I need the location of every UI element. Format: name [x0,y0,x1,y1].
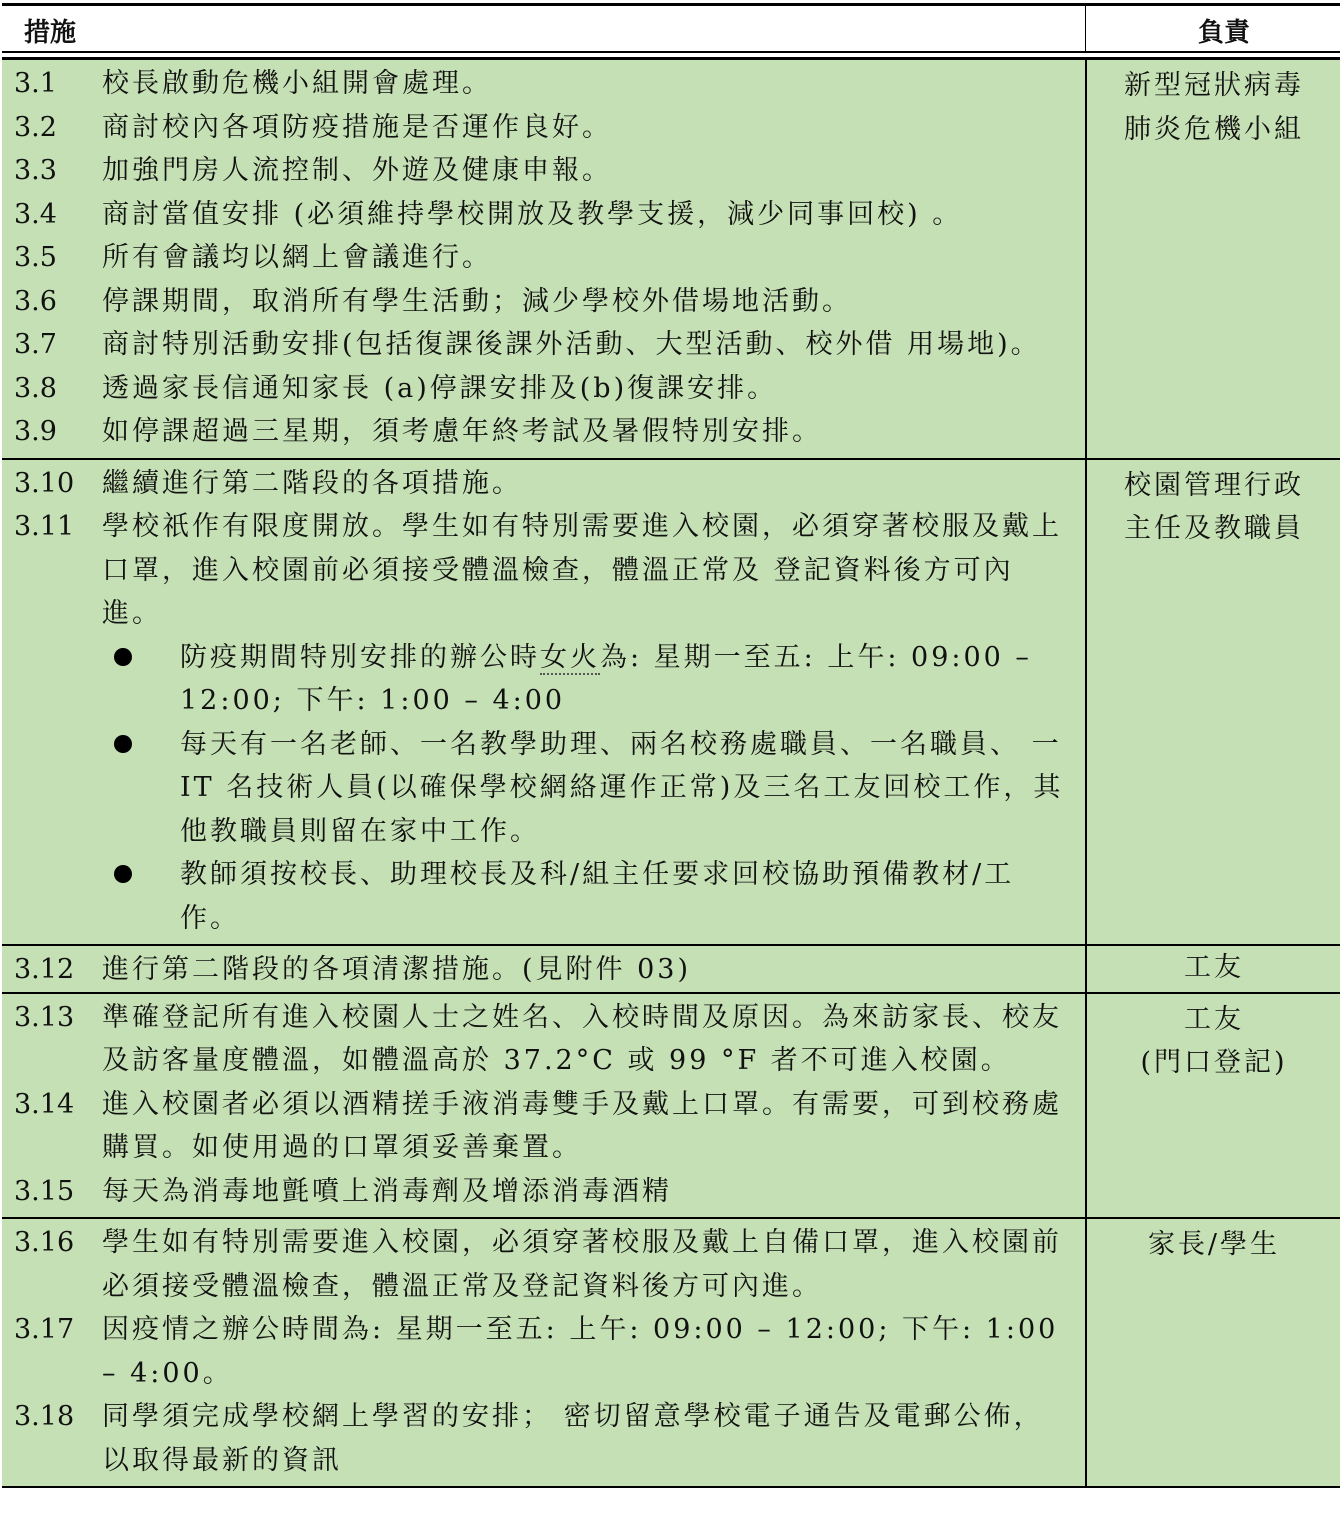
item-text: 同學須完成學校網上學習的安排； 密切留意學校電子通告及電郵公佈，以取得最新的資訊 [102,1401,1044,1476]
table-row [2,149,1072,193]
item-number: 3.9 [14,416,57,447]
item-text: 商討校內各項防疫措施是否運作良好。 [102,111,612,143]
table-row [2,1083,1072,1170]
measure-group-janitor-gate [2,994,1340,1220]
table-row [2,193,1072,237]
column-divider [1085,1219,1087,1486]
item-text: 學校祇作有限度開放。學生如有特別需要進入校園，必須穿著校服及戴上口罩，進入校園前必須接受體溫檢查，體溫正常及 登記資料後方可內進。 [102,511,1062,629]
table-row [2,948,1072,992]
column-divider [1085,946,1087,992]
table-row [2,323,1072,367]
table-row [2,367,1072,411]
bullet-icon [2,723,180,854]
item-number: 3.1 [14,68,57,99]
responsible-line: 肺炎危機小組 [1124,113,1304,145]
responsible-line: 工友 [1184,1003,1244,1035]
responsible-line: 主任及教職員 [1124,513,1304,544]
item-text: 學生如有特別需要進入校園，必須穿著校服及戴上自備口罩，進入校園前必須接受體溫檢查，體溫正常及登記資料後方可內進。 [102,1227,1062,1302]
measure-group-campus-admin [2,460,1340,947]
column-divider [1085,460,1087,945]
table-row [2,1395,1072,1482]
item-number: 3.17 [14,1314,75,1345]
measure-group-crisis-team [2,57,1340,460]
item-text: 商討當值安排 (必須維持學校開放及教學支援，減少同事回校) 。 [102,198,963,230]
responsible-column-header: 負責 [1198,18,1251,48]
item-text: 進入校園者必須以酒精搓手液消毒雙手及戴上口罩。有需要，可到校務處購買。如使用過的口罩須妥善棄置。 [102,1088,1062,1163]
column-divider [1085,6,1086,51]
column-divider [1085,994,1087,1218]
bullet-icon [2,636,180,723]
bullet-item [2,723,1072,854]
item-number: 3.16 [14,1227,75,1258]
item-text: 校長啟動危機小組開會處理。 [102,68,492,99]
responsible-cell [1088,1223,1340,1267]
table-row [2,62,1072,106]
table-header [2,3,1340,53]
item-number: 3.11 [14,511,75,542]
item-number: 3.14 [14,1088,75,1120]
responsible-cell [1088,998,1340,1085]
bullet-text: 教師須按校長、助理校長及科/組主任要求回校協助預備教材/工作。 [180,859,1015,934]
table-row [2,462,1072,506]
item-number: 3.10 [14,467,75,499]
table-row [2,505,1072,636]
table-row [2,106,1072,150]
item-text: 透過家長信通知家長 (a)停課安排及(b)復課安排。 [102,372,778,404]
table-row [2,996,1072,1083]
item-number: 3.8 [14,372,57,404]
item-number: 3.2 [14,111,57,143]
measures-table [2,3,1340,1488]
item-number: 3.13 [14,1001,75,1033]
item-text: 繼續進行第二階段的各項措施。 [102,467,522,499]
responsible-line: (門口登記) [1140,1047,1288,1078]
bullet-item [2,853,1072,940]
bullet-item [2,636,1072,723]
column-divider [1085,60,1087,458]
responsible-cell [1088,946,1340,990]
responsible-line: 工友 [1184,952,1244,983]
item-number: 3.15 [14,1175,75,1207]
table-row [2,1308,1072,1395]
item-number: 3.18 [14,1401,75,1432]
table-row [2,1170,1072,1214]
bullet-icon [2,853,180,940]
item-number: 3.5 [14,242,57,273]
table-row [2,1221,1072,1308]
item-text: 準確登記所有進入校園人士之姓名、入校時間及原因。為來訪家長、校友及訪客量度體溫，如體溫高於 37.2°C 或 99 °F 者不可進入校園。 [102,1001,1062,1076]
measure-group-parents-students [2,1219,1340,1488]
item-text: 如停課超過三星期，須考慮年終考試及暑假特別安排。 [102,416,822,447]
bullet-text: 每天有一名老師、一名教學助理、兩名校務處職員、一名職員、 一 IT 名技術人員(以確保學校網絡運作正常)及三名工友回校工作，其他教職員則留在家中工作。 [180,728,1064,847]
item-number: 3.3 [14,155,57,186]
table-row [2,410,1072,454]
item-text: 所有會議均以網上會議進行。 [102,242,492,273]
measure-group-janitor-cleaning [2,946,1340,994]
responsible-line: 新型冠狀病毒 [1124,70,1304,101]
item-text: 進行第二階段的各項清潔措施。(見附件 03) [102,954,692,985]
item-text: 停課期間，取消所有學生活動；減少學校外借場地活動。 [102,285,852,317]
item-number: 3.7 [14,329,57,360]
item-text: 加強門房人流控制、外遊及健康申報。 [102,155,612,186]
item-number: 3.6 [14,285,57,317]
responsible-cell [1088,464,1340,551]
responsible-cell [1088,64,1340,151]
item-number: 3.4 [14,198,57,230]
responsible-line: 家長/學生 [1147,1229,1281,1260]
item-number: 3.12 [14,954,75,985]
table-row [2,280,1072,324]
responsible-line: 校園管理行政 [1124,469,1304,501]
measures-column-header: 措施 [24,18,77,48]
item-text: 每天為消毒地氈噴上消毒劑及增添消毒酒精 [102,1175,672,1207]
item-text: 因疫情之辦公時間為: 星期一至五: 上午: 09:00 – 12:00; 下午: 1:00 – 4:00。 [102,1314,1059,1389]
item-text: 商討特別活動安排(包括復課後課外活動、大型活動、校外借 用場地)。 [102,329,1041,360]
table-row [2,236,1072,280]
bullet-text: 防疫期間特別安排的辦公時女火為: 星期一至五: 上午: 09:00 – 12:00; 下午: 1:00 – 4:00 [180,641,1032,716]
spell-check-underline: 女火 [540,641,600,673]
